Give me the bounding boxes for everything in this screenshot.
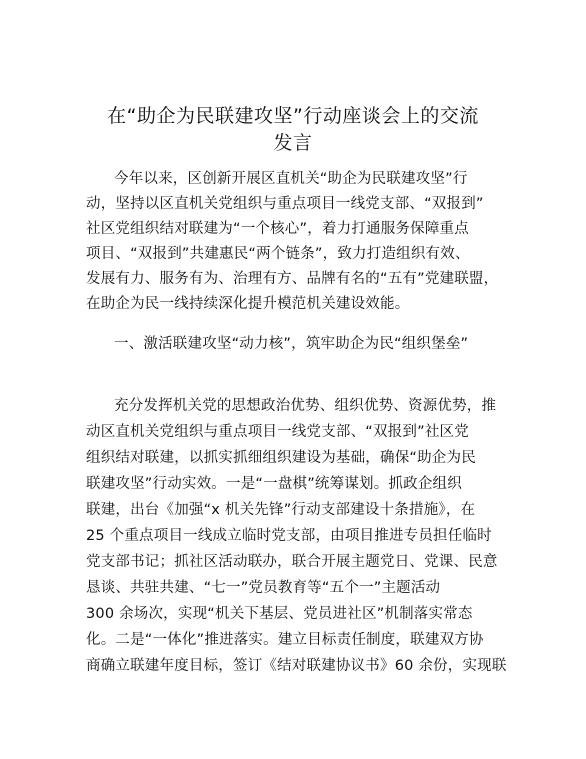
intro-paragraph-line: 项目、“双报到”共建惠民“两个链条”，致力打造组织有效、 xyxy=(86,246,470,262)
section-paragraph-line: 联建攻坚”行动实效。一是“一盘棋”统筹谋划。抓政企组织 xyxy=(86,476,462,492)
section-paragraph-line: 联建，出台《加强“x 机关先锋”行动支部建设十条措施》，在 xyxy=(86,502,476,518)
intro-paragraph-line: 发展有力、服务有为、治理有方、品牌有名的“五有”党建联盟， xyxy=(86,271,499,287)
section-paragraph-line: 25 个重点项目一线成立临时党支部，由项目推进专员担任临时 xyxy=(86,528,492,544)
section-paragraph-line: 党支部书记；抓社区活动联办，联合开展主题党日、党课、民意 xyxy=(86,554,498,570)
document-title-line-1: 在“助企为民联建攻坚”行动座谈会上的交流 xyxy=(107,105,479,127)
section-paragraph-line: 充分发挥机关党的思想政治优势、组织优势、资源优势，推 xyxy=(114,398,497,414)
intro-paragraph-line: 今年以来，区创新开展区直机关“助企为民联建攻坚”行 xyxy=(114,171,468,187)
section-paragraph-line: 组织结对联建，以抓实抓细组织建设为基础，确保“助企为民 xyxy=(86,450,476,466)
section-heading: 一、激活联建攻坚“动力核”，筑牢助企为民“组织堡垒” xyxy=(114,336,469,352)
section-paragraph-line: 化。二是“一体化”推进落实。建立目标责任制度，联建双方协 xyxy=(86,632,484,648)
section-paragraph-line: 动区直机关党组织与重点项目一线党支部、“双报到”社区党 xyxy=(86,424,469,440)
intro-paragraph-line: 动，坚持以区直机关党组织与重点项目一线党支部、“双报到” xyxy=(86,196,484,212)
intro-paragraph-line: 社区党组织结对联建为“一个核心”，着力打通服务保障重点 xyxy=(86,221,469,237)
intro-paragraph-line: 在助企为民一线持续深化提升模范机关建设效能。 xyxy=(86,296,410,312)
section-paragraph-line: 商确立联建年度目标，签订《结对联建协议书》60 余份，实现联 xyxy=(86,658,507,674)
document-title-line-2: 发言 xyxy=(273,132,313,154)
section-paragraph-line: 恳谈、共驻共建、“七一”党员教育等“五个一”主题活动 xyxy=(86,580,441,596)
section-paragraph-line: 300 余场次，实现“机关下基层、党员进社区”机制落实常态 xyxy=(86,606,473,622)
